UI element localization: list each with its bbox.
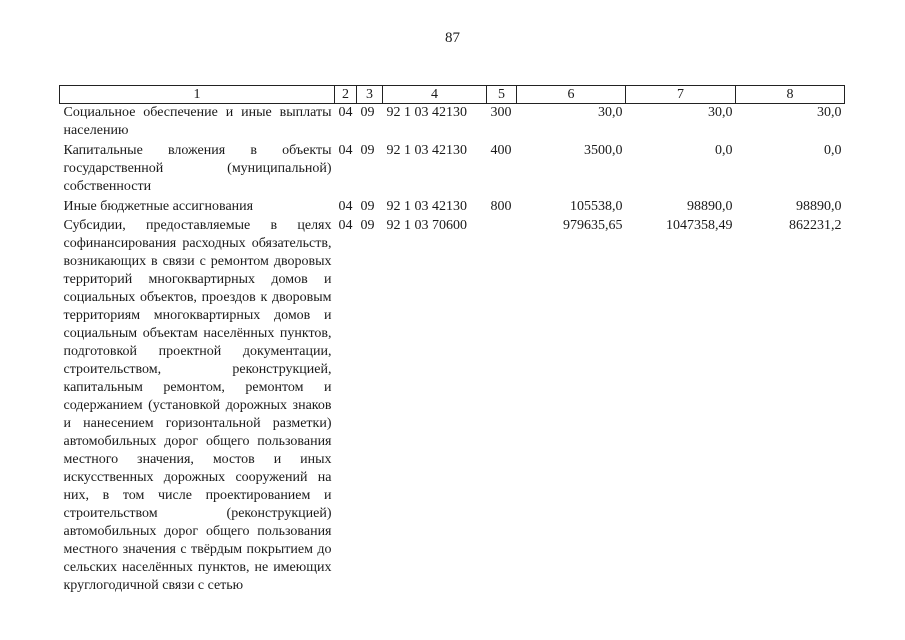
amount-col6: 3500,0 [584, 143, 623, 158]
amount-col6: 105538,0 [570, 199, 623, 214]
table-header-row [60, 86, 845, 104]
section-code: 04 [338, 143, 353, 158]
subsection-code: 09 [360, 105, 375, 120]
budget-table [59, 85, 845, 596]
expense-type-code: 300 [490, 105, 512, 120]
column-header: 2 [335, 86, 357, 104]
column-header: 6 [517, 86, 626, 104]
row-name: Социальное обеспечение и иные выплаты населению [63, 105, 332, 138]
row-name: Капитальные вложения в объекты государственной (муниципальной) собственности [63, 143, 332, 194]
amount-col7: 1047358,49 [666, 218, 733, 233]
subsection-code: 09 [360, 143, 375, 158]
section-code: 04 [338, 105, 353, 120]
column-header: 5 [487, 86, 517, 104]
target-article-code: 92 1 03 70600 [386, 218, 467, 233]
amount-col8: 0,0 [824, 143, 842, 158]
column-header: 7 [626, 86, 736, 104]
section-code: 04 [338, 218, 353, 233]
expense-type-code: 800 [490, 199, 512, 214]
amount-col7: 98890,0 [687, 199, 733, 214]
column-header: 1 [60, 86, 335, 104]
column-header: 3 [357, 86, 383, 104]
amount-col6: 979635,65 [563, 218, 623, 233]
amount-col6: 30,0 [598, 105, 623, 120]
row-name: Иные бюджетные ассигнования [63, 199, 254, 214]
amount-col8: 30,0 [817, 105, 842, 120]
target-article-code: 92 1 03 42130 [386, 105, 467, 120]
table-row [60, 104, 845, 142]
table-row [60, 141, 845, 197]
target-article-code: 92 1 03 42130 [386, 199, 467, 214]
expense-type-code: 400 [490, 143, 512, 158]
amount-col7: 0,0 [715, 143, 733, 158]
amount-col7: 30,0 [708, 105, 733, 120]
amount-col8: 862231,2 [789, 218, 842, 233]
section-code: 04 [338, 199, 353, 214]
row-name: Субсидии, предоставляемые в целях софинансирования расходных обязательств, возникающих в связи с ремонтом дворовых территорий многоквартирных домов и социальных объектов, проездов к дворовым территориям многоквартирных домов и социальным объектам населённых пунктов, подготовкой проектной документации, строительством, реконструкцией, капитальным ремонтом, ремонтом и содержанием (установкой дорожных знаков и нанесением горизонтальной разметки) автомобильных дорог общего пользования местного значения, мостов и иных искусственных дорожных сооружений на них, в том числе проектированием и строительством (реконструкцией) автомобильных дорог общего пользования местного значения с твёрдым покрытием до сельских населённых пунктов, не имеющих круглогодичной связи с сетью [63, 218, 332, 593]
table-row [60, 197, 845, 217]
column-header: 4 [383, 86, 487, 104]
amount-col8: 98890,0 [796, 199, 842, 214]
target-article-code: 92 1 03 42130 [386, 143, 467, 158]
page-number: 87 [445, 30, 460, 46]
column-header: 8 [736, 86, 845, 104]
subsection-code: 09 [360, 218, 375, 233]
subsection-code: 09 [360, 199, 375, 214]
table-row [60, 217, 845, 596]
expense-type-code [487, 217, 517, 596]
